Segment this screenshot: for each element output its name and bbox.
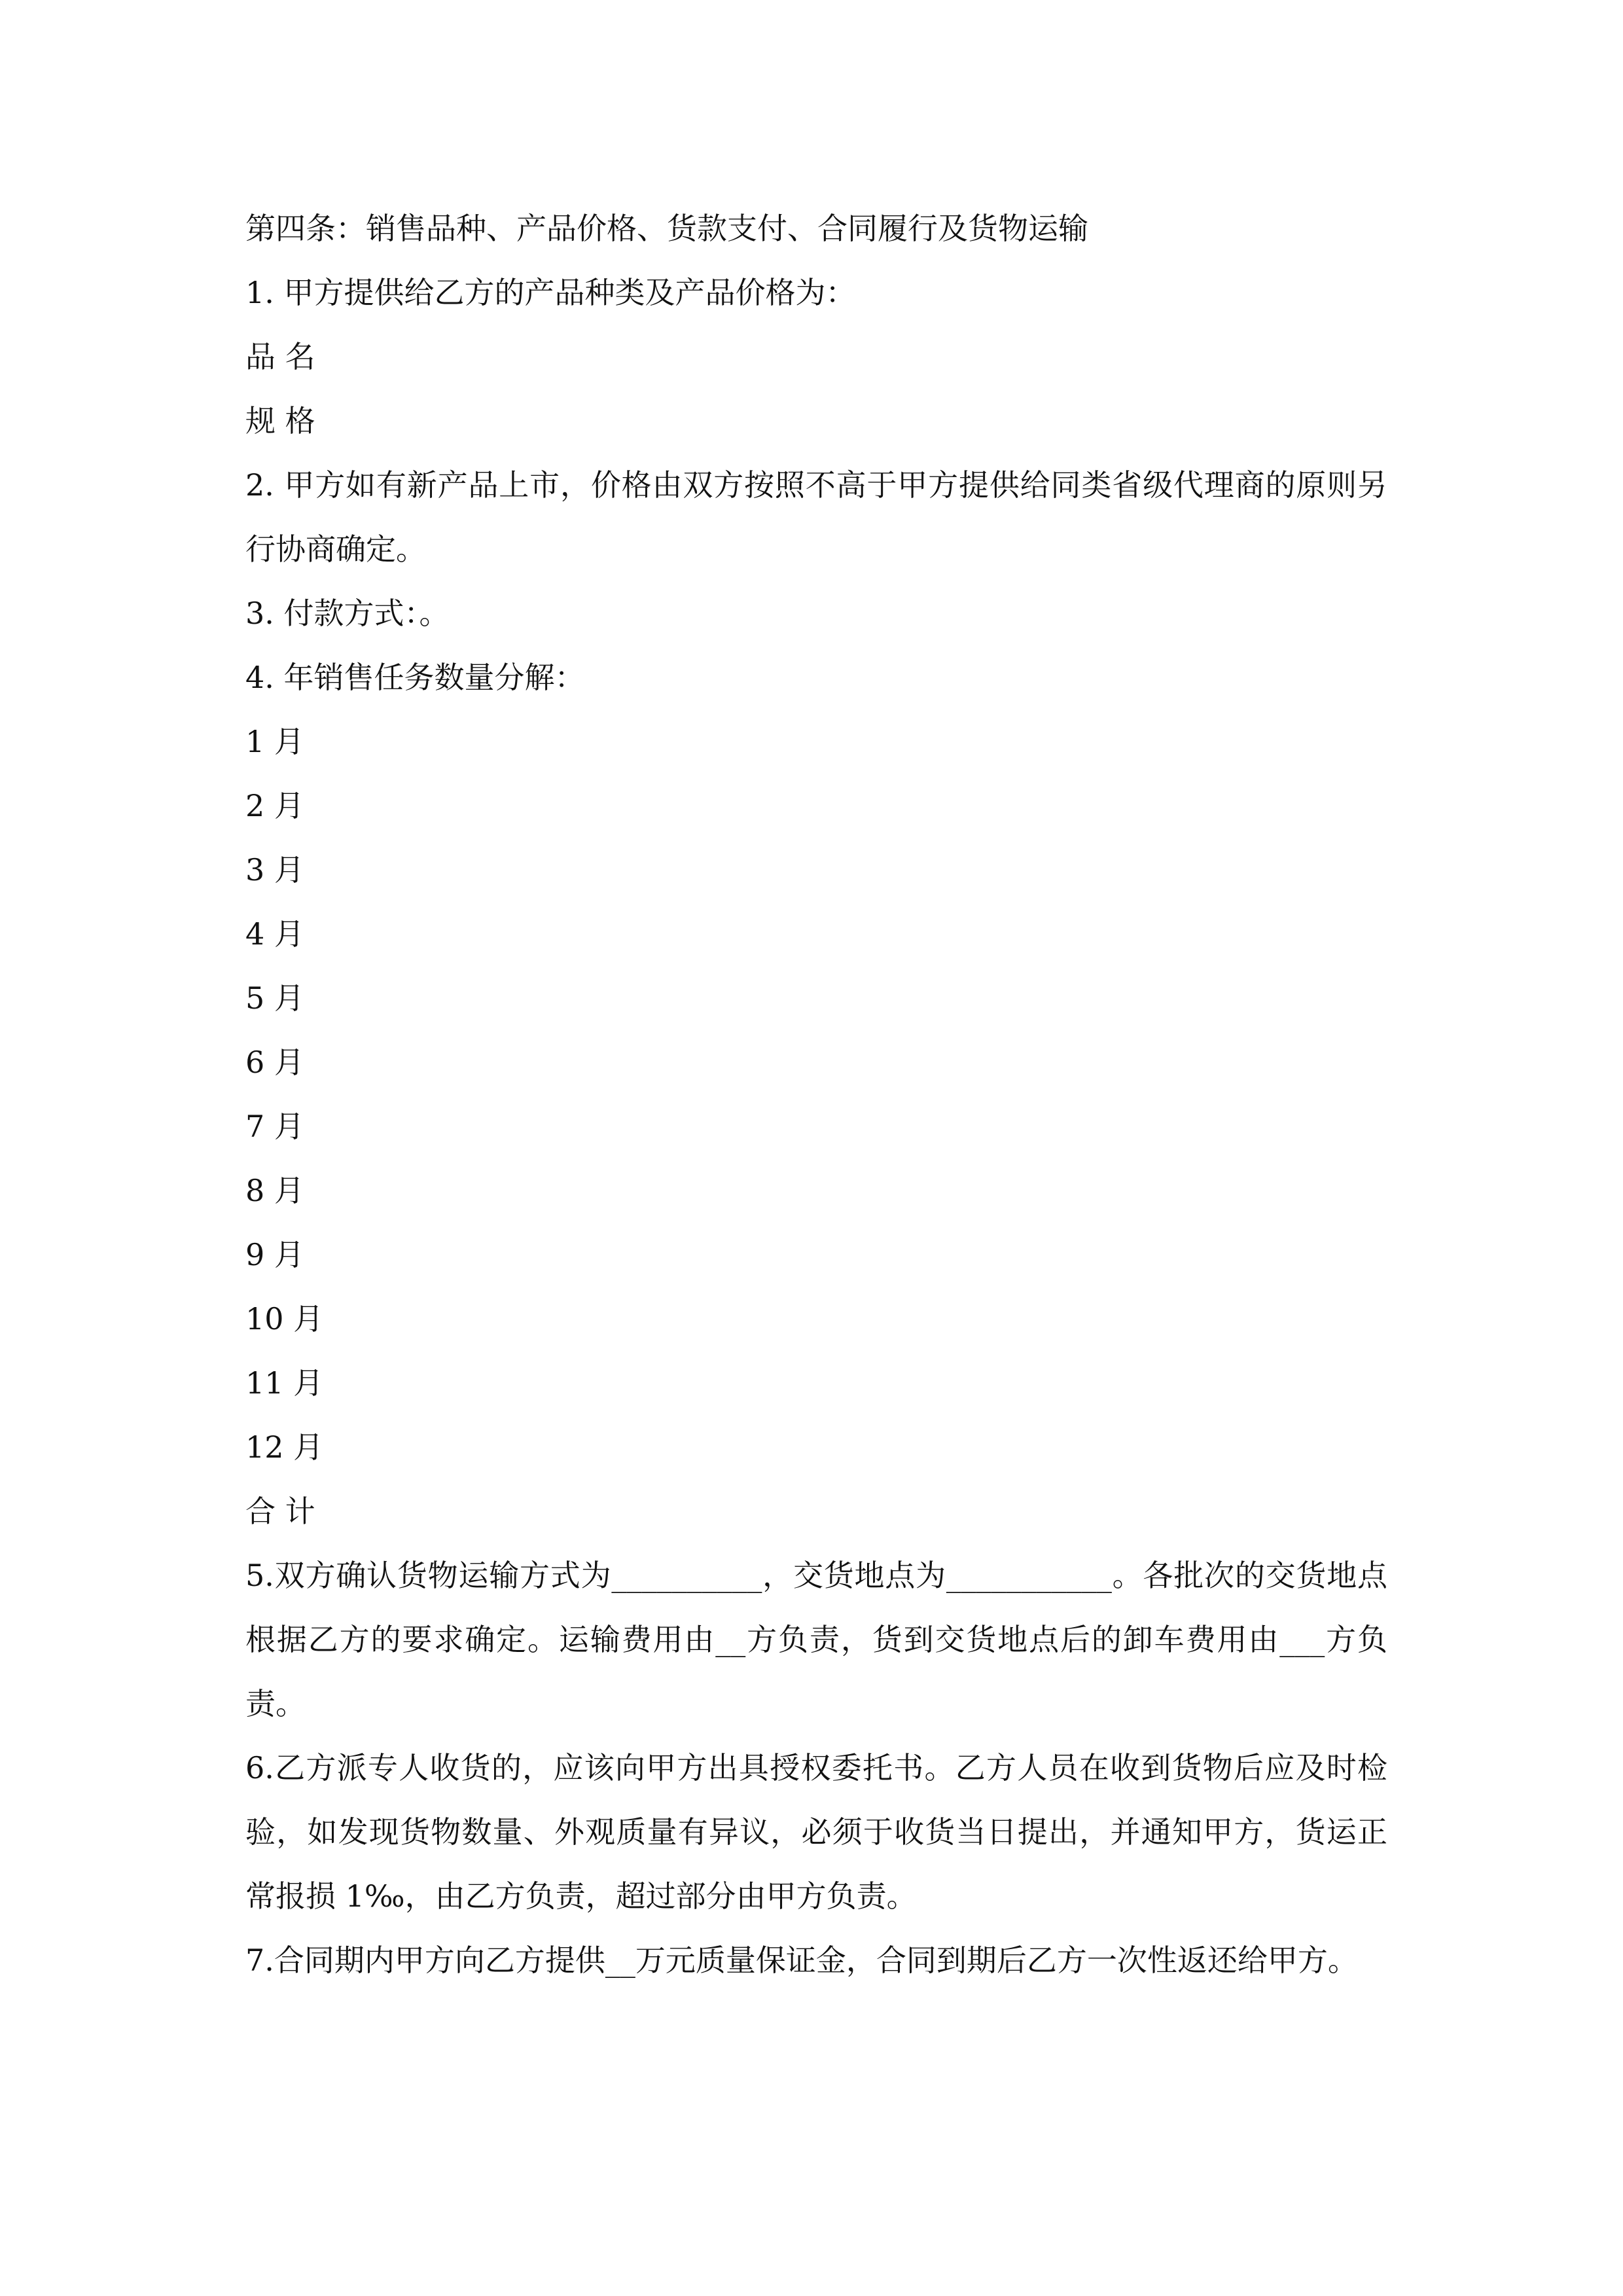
document-page: [245, 196, 1387, 1992]
month-row: 2 月: [245, 788, 304, 823]
month-row: 4 月: [245, 916, 304, 952]
spec-label: 规 格: [245, 403, 315, 439]
month-row: 3 月: [245, 852, 304, 888]
item-7-deposit: 7.合同期内甲方向乙方提供__万元质量保证金，合同到期后乙方一次性返还给甲方。: [245, 1943, 1358, 1978]
item-1-product-pricing: 1. 甲方提供给乙方的产品种类及产品价格为：: [245, 275, 856, 310]
month-row: 11 月: [245, 1365, 324, 1401]
item-3-payment-method: 3. 付款方式：。: [245, 596, 450, 631]
article-heading: 第四条：销售品种、产品价格、货款支付、合同履行及货物运输: [245, 211, 1088, 246]
month-row: 10 月: [245, 1301, 324, 1336]
month-row: 6 月: [245, 1045, 304, 1080]
month-row: 5 月: [245, 980, 304, 1016]
product-name-label: 品 名: [245, 339, 315, 374]
month-row: 9 月: [245, 1237, 304, 1272]
item-4-sales-task: 4. 年销售任务数量分解：: [245, 660, 585, 695]
item-2-new-products: 2. 甲方如有新产品上市，价格由双方按照不高于甲方提供给同类省级代理商的原则另行协商确定。: [245, 467, 1387, 567]
item-6-receiving: 6.乙方派专人收货的，应该向甲方出具授权委托书。乙方人员在收到货物后应及时检验，如发现货物数量、外观质量有异议，必须于收货当日提出，并通知甲方，货运正常报损 1‰，由乙方负责，超过部分由甲方负责。: [245, 1750, 1387, 1914]
month-row: 1 月: [245, 724, 304, 759]
total-label: 合 计: [245, 1494, 315, 1529]
month-row: 8 月: [245, 1173, 304, 1208]
month-row: 12 月: [245, 1429, 324, 1465]
month-row: 7 月: [245, 1109, 304, 1144]
item-5-transport: 5.双方确认货物运输方式为__________，交货地点为___________。各批次的交货地点根据乙方的要求确定。运输费用由__方负责，货到交货地点后的卸车费用由___方负责。: [245, 1558, 1387, 1721]
